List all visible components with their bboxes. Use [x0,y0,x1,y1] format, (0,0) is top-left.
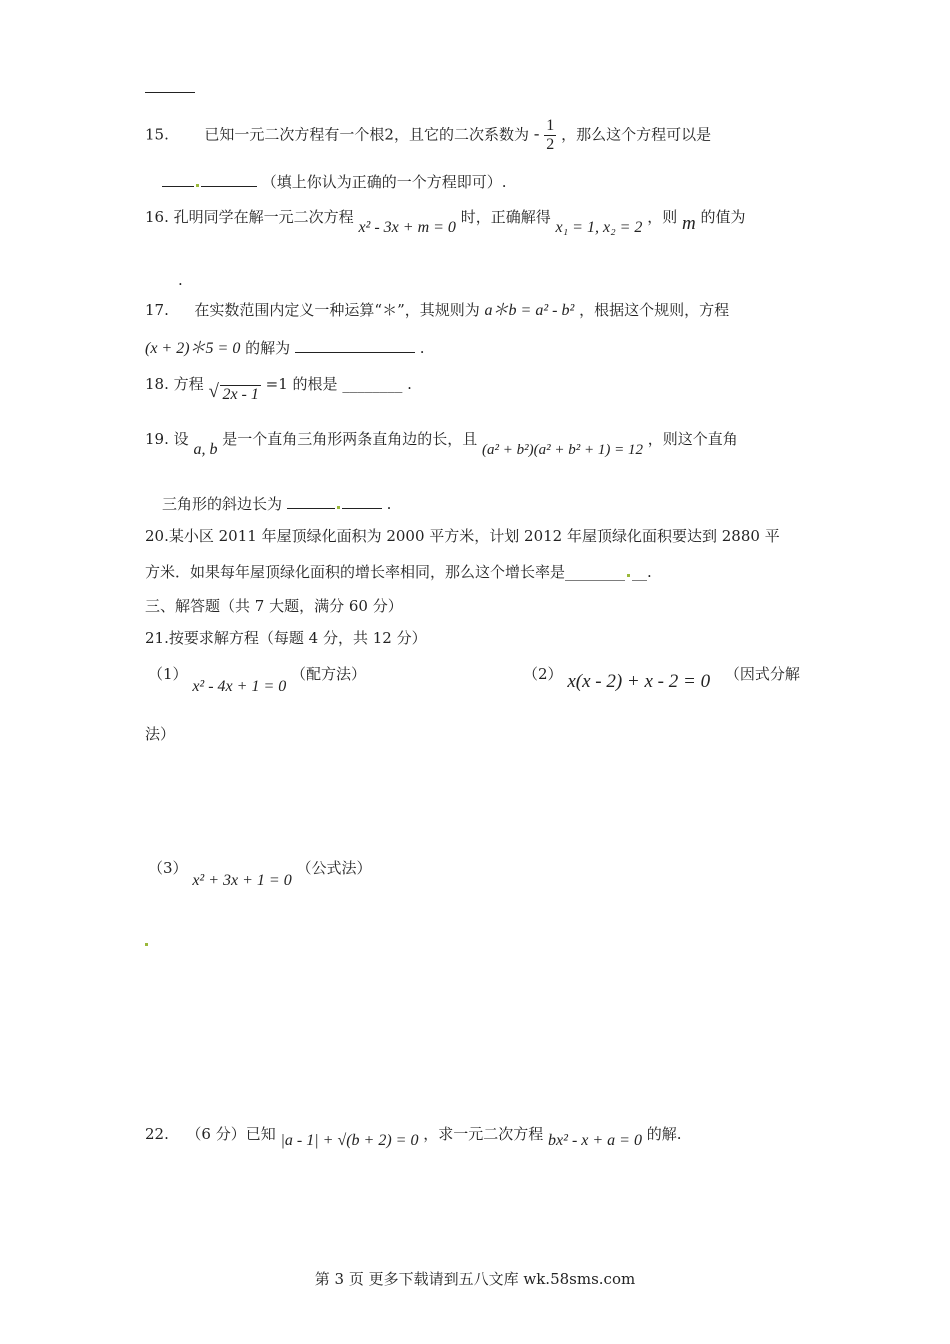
q17-text-a: 在实数范围内定义一种运算“＊”，其规则为 [194,301,480,319]
q15-text-a: 已知一元二次方程有一个根2，且它的二次系数为 [204,125,529,144]
q16-solution: x₁ = 1, x₂ = 2 [555,219,643,236]
section-3-title: 三、解答题（共 7 大题，满分 60 分） [145,597,403,615]
q22-text-b: ，求一元二次方程 [423,1125,544,1143]
q22-text-a: （6 分）已知 [186,1125,276,1143]
q22-text-c: 的解. [646,1125,682,1143]
q20-line-2: 方米．如果每年屋顶绿化面积的增长率相同，那么这个增长率是 [145,563,566,581]
q17-answer-blank[interactable] [295,338,415,353]
mark-dot [337,506,340,509]
question-20-cont [145,560,652,584]
question-18 [145,372,412,403]
q19-text-a: 设 [173,430,189,448]
q17-text-c: 的解为 [245,339,291,357]
question-16 [145,205,746,236]
q21-p2-equation: x(x - 2) + x - 2 = 0 [567,671,711,692]
q21-p3-label: （3） [148,859,188,877]
q21-p2-method: （因式分解 [724,665,800,683]
q18-radicand: 2x - 1 [222,386,259,403]
q21-p1-method: （配方法） [291,665,367,683]
q19-number: 19. [145,430,169,448]
q18-radical [208,383,260,407]
q19-text-c: ，则这个直角 [647,430,738,448]
q16-tail: . [178,271,183,289]
q18-text-a: 方程 [173,375,204,393]
q20-tail: __. [632,563,652,581]
q22-condition: |a - 1| + √(b + 2) = 0 [280,1132,419,1149]
question-19 [145,427,738,458]
q22-number: 22. [145,1125,169,1143]
q17-rule: a＊b = a² - b² [484,302,575,319]
question-20 [145,524,780,548]
q17-number: 17. [145,301,169,319]
q18-answer-blank[interactable]: ________ [342,375,403,393]
q19-answer-blank-2[interactable] [342,494,382,509]
question-21 [145,626,427,650]
question-22 [145,1122,682,1147]
q15-text-b: ，那么这个方程可以是 [561,125,712,144]
q21-number: 21. [145,629,169,647]
q21-part-3 [148,856,372,889]
q18-number: 18. [145,375,169,393]
q20-answer-blank[interactable]: ________ [565,563,626,581]
q19-vars: a, b [193,441,218,458]
q21-part-1 [148,662,367,695]
q21-p3-method: （公式法） [296,859,372,877]
q16-text-a: 孔明同学在解一元二次方程 [173,208,354,226]
q21-p1-equation: x² - 4x + 1 = 0 [192,678,287,695]
mark-dot [196,184,199,187]
q17-equation: (x + 2)＊5 = 0 [145,340,241,357]
q15-text-c: （填上你认为正确的一个方程即可）. [261,173,507,191]
q15-fraction-sign: - [533,124,540,145]
q21-p2-method-tail: 法） [145,725,176,743]
q19-answer-blank[interactable] [287,494,335,509]
q17-text-b: ，根据这个规则，方程 [579,301,730,319]
q16-text-c: ，则 [647,208,678,226]
q15-answer-blank[interactable] [162,172,194,187]
question-17 [145,298,729,323]
page-footer: 第 3 页 更多下载请到五八文库 wk.58sms.com [314,1270,636,1288]
q21-p1-label: （1） [148,665,188,683]
top-rule [145,92,195,93]
q20-line-1: 某小区 2011 年屋顶绿化面积为 2000 平方米，计划 2012 年屋顶绿化面积要达到 2880 平 [168,527,780,545]
q16-var: m [682,213,696,234]
question-19-cont [162,492,391,516]
question-15 [145,117,711,154]
q15-fraction-num: 1 [546,117,555,134]
q16-text-d: 的值为 [700,208,746,226]
q19-text-d: 三角形的斜边长为 [162,495,283,513]
q19-text-b: 是一个直角三角形两条直角边的长，且 [222,430,478,448]
mark-dot [145,943,148,946]
q20-number: 20. [145,527,169,545]
q15-fraction [544,117,556,154]
q21-part-2 [523,662,800,692]
q16-equation: x² - 3x + m = 0 [358,219,456,236]
q18-text-b: =1 的根是 [265,375,338,393]
q15-answer-blank-2[interactable] [201,172,257,187]
q16-text-b: 时，正确解得 [460,208,551,226]
q21-p2-label: （2） [523,665,563,683]
q22-equation: bx² - x + a = 0 [548,1132,642,1149]
q21-p3-equation: x² + 3x + 1 = 0 [192,872,292,889]
q15-fraction-den: 2 [546,136,555,153]
q21-text: 按要求解方程（每题 4 分，共 12 分） [168,629,427,647]
q19-tail: . [386,495,392,513]
q19-equation: (a² + b²)(a² + b² + 1) = 12 [482,442,643,458]
q18-tail: . [407,375,412,393]
q17-tail: . [419,339,425,357]
question-17-cont [145,336,425,361]
q16-number: 16. [145,208,169,226]
mark-dot [627,574,630,577]
question-15-cont [162,170,507,194]
q15-number: 15. [145,125,169,144]
